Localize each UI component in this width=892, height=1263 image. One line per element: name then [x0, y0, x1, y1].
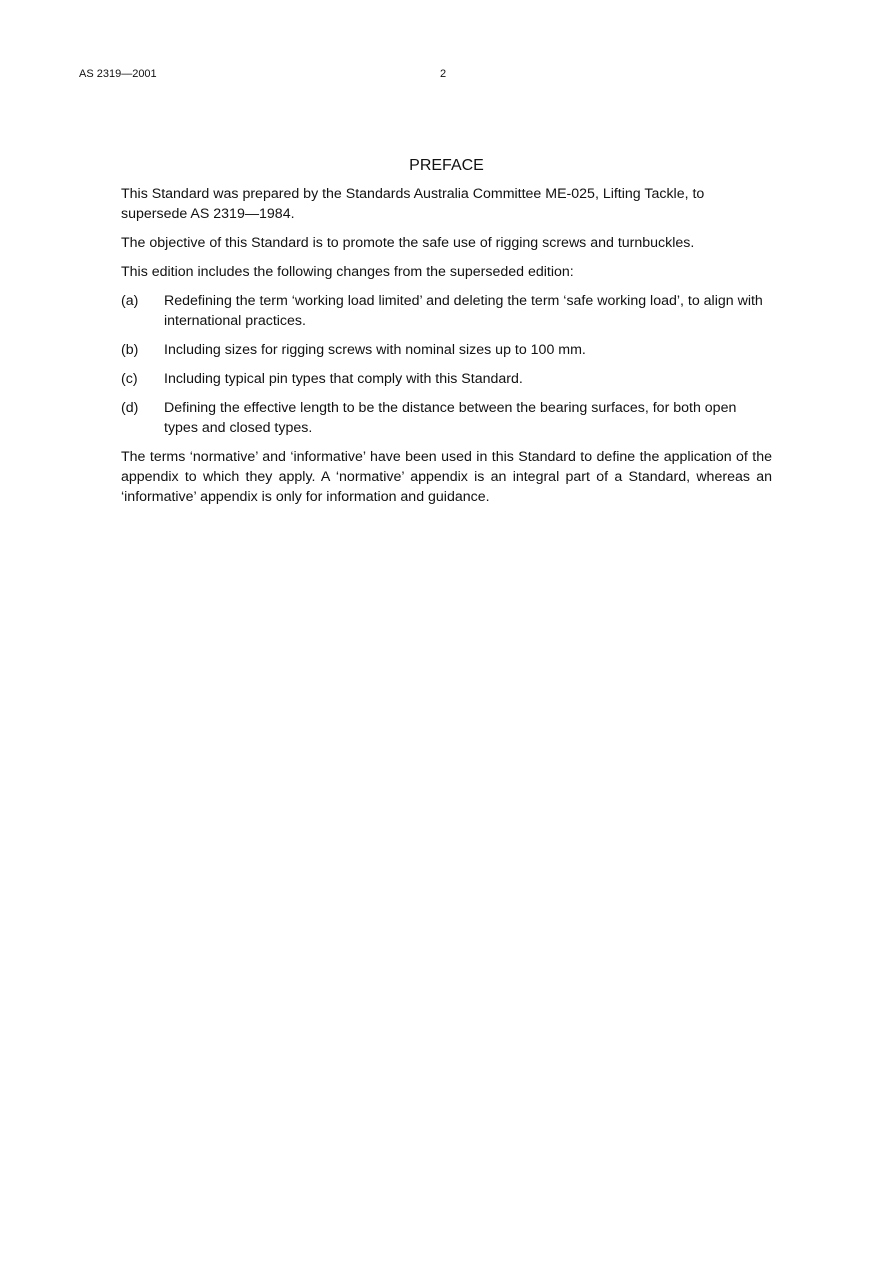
- list-item-text: Defining the effective length to be the distance between the bearing surfaces, for both open types and closed types.: [164, 400, 737, 436]
- preface-section: [121, 156, 772, 516]
- list-item-text: Redefining the term ‘working load limited’ and deleting the term ‘safe working load’, to align with international practices.: [164, 293, 763, 329]
- list-marker: (b): [121, 342, 139, 358]
- list-marker: (c): [121, 371, 138, 387]
- changes-intro-paragraph: This edition includes the following changes from the superseded edition:: [121, 264, 574, 280]
- list-item: [121, 398, 772, 438]
- document-id: AS 2319—2001: [79, 68, 157, 80]
- list-marker: (d): [121, 400, 139, 416]
- section-title: PREFACE: [409, 157, 484, 174]
- list-item: [121, 291, 772, 331]
- changes-list: [121, 291, 772, 438]
- running-header: [0, 68, 892, 84]
- page-number: 2: [440, 68, 447, 80]
- objective-paragraph: The objective of this Standard is to promote the safe use of rigging screws and turnbuckles.: [121, 235, 695, 251]
- list-item-text: Including sizes for rigging screws with nominal sizes up to 100 mm.: [164, 342, 586, 358]
- list-item: [121, 340, 772, 360]
- preparation-paragraph: This Standard was prepared by the Standards Australia Committee ME-025, Lifting Tackle, to supersede AS 2319—1984.: [121, 186, 705, 222]
- appendix-terms-paragraph: The terms ‘normative’ and ‘informative’ have been used in this Standard to define the application of the appendix to which they apply. A ‘normative’ appendix is an integral part of a Standard, whereas an ‘informative’ appendix is only for information and guidance.: [121, 449, 772, 505]
- list-item-text: Including typical pin types that comply with this Standard.: [164, 371, 523, 387]
- list-marker: (a): [121, 293, 139, 309]
- list-item: [121, 369, 772, 389]
